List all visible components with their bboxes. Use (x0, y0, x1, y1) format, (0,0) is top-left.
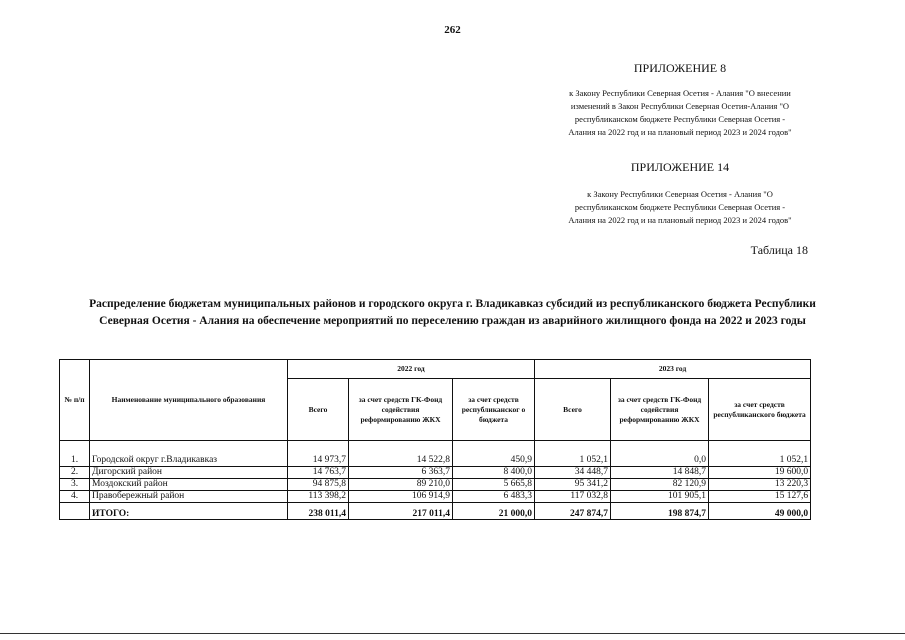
row-num: 1. (60, 455, 90, 467)
cell: 82 120,9 (611, 479, 709, 491)
page-number: 262 (444, 24, 461, 36)
appendix-8-text (525, 87, 835, 139)
header-year-2022: 2022 год (288, 360, 535, 379)
cell: 1 052,1 (535, 455, 611, 467)
appendix-14-text (525, 188, 835, 227)
row-name: Городской округ г.Владикавказ (90, 455, 288, 467)
cell: 89 210,0 (349, 479, 453, 491)
document-title-line: Северная Осетия - Алания на обеспечение мероприятий по переселению граждан из аварийного жилищного фонда на 2022 и 2023 годы (99, 315, 806, 327)
row-num: 4. (60, 491, 90, 503)
document-title-line: Распределение бюджетам муниципальных районов и городского округа г. Владикавказ субсидий из республиканского бюджета Республики (89, 298, 816, 310)
cell: 5 665,8 (453, 479, 535, 491)
header-fund-2023: за счет средств ГК-Фонд содействия реформированию ЖКХ (611, 379, 709, 441)
total-cell: 198 874,7 (611, 503, 709, 520)
table-row (60, 467, 811, 479)
total-cell: 21 000,0 (453, 503, 535, 520)
header-total-2022: Всего (288, 379, 349, 441)
cell: 117 032,8 (535, 491, 611, 503)
appendix-14-title: ПРИЛОЖЕНИЕ 14 (630, 160, 730, 174)
document-title (55, 296, 850, 330)
subsidies-table (59, 359, 811, 520)
total-label: ИТОГО: (90, 503, 288, 520)
header-name: Наименование муниципального образования (90, 360, 288, 441)
table-row (60, 455, 811, 467)
cell: 8 400,0 (453, 467, 535, 479)
table-row (60, 491, 811, 503)
cell: 6 363,7 (349, 467, 453, 479)
cell: 450,9 (453, 455, 535, 467)
row-num: 3. (60, 479, 90, 491)
cell: 14 763,7 (288, 467, 349, 479)
appendix-8-line: изменений в Закон Республики Северная Осетия-Алания "О (570, 101, 790, 111)
appendix-8-line: республиканском бюджете Республики Северная Осетия - (574, 114, 786, 124)
table-number: Таблица 18 (750, 243, 808, 257)
cell: 113 398,2 (288, 491, 349, 503)
row-num: 2. (60, 467, 90, 479)
cell: 19 600,0 (709, 467, 811, 479)
table-row (60, 479, 811, 491)
cell: 101 905,1 (611, 491, 709, 503)
appendix-14-line: Алания на 2022 год и на плановый период 2023 и 2024 годов" (568, 215, 792, 225)
header-year-2023: 2023 год (535, 360, 811, 379)
cell: 0,0 (611, 455, 709, 467)
cell: 94 875,8 (288, 479, 349, 491)
cell: 14 848,7 (611, 467, 709, 479)
header-budget-2022: за счет средств республиканског о бюджета (453, 379, 535, 441)
row-name: Дигорский район (90, 467, 288, 479)
total-cell: 238 011,4 (288, 503, 349, 520)
total-cell: 217 011,4 (349, 503, 453, 520)
total-cell: 247 874,7 (535, 503, 611, 520)
cell: 34 448,7 (535, 467, 611, 479)
header-num: № п/п (60, 360, 90, 441)
cell: 106 914,9 (349, 491, 453, 503)
cell: 15 127,6 (709, 491, 811, 503)
cell: 1 052,1 (709, 455, 811, 467)
page-bottom-line (0, 633, 905, 634)
total-num (60, 503, 90, 520)
appendix-8-line: к Закону Республики Северная Осетия - Алания "О внесении (569, 88, 791, 98)
row-name: Моздокский район (90, 479, 288, 491)
cell: 95 341,2 (535, 479, 611, 491)
header-fund-2022: за счет средств ГК-Фонд содействия реформированию ЖКХ (349, 379, 453, 441)
total-cell: 49 000,0 (709, 503, 811, 520)
cell: 14 973,7 (288, 455, 349, 467)
row-name: Правобережный район (90, 491, 288, 503)
appendix-8-line: Алания на 2022 год и на плановый период 2023 и 2024 годов" (568, 127, 792, 137)
appendix-8-title: ПРИЛОЖЕНИЕ 8 (633, 61, 727, 75)
appendix-14-line: республиканском бюджете Республики Северная Осетия - (574, 202, 786, 212)
cell: 14 522,8 (349, 455, 453, 467)
cell: 13 220,3 (709, 479, 811, 491)
header-budget-2023: за счет средств республиканского бюджета (709, 379, 811, 441)
header-total-2023: Всего (535, 379, 611, 441)
table-total-row (60, 503, 811, 520)
table-spacer-row (60, 441, 811, 456)
cell: 6 483,3 (453, 491, 535, 503)
appendix-14-line: к Закону Республики Северная Осетия - Алания "О (587, 189, 773, 199)
